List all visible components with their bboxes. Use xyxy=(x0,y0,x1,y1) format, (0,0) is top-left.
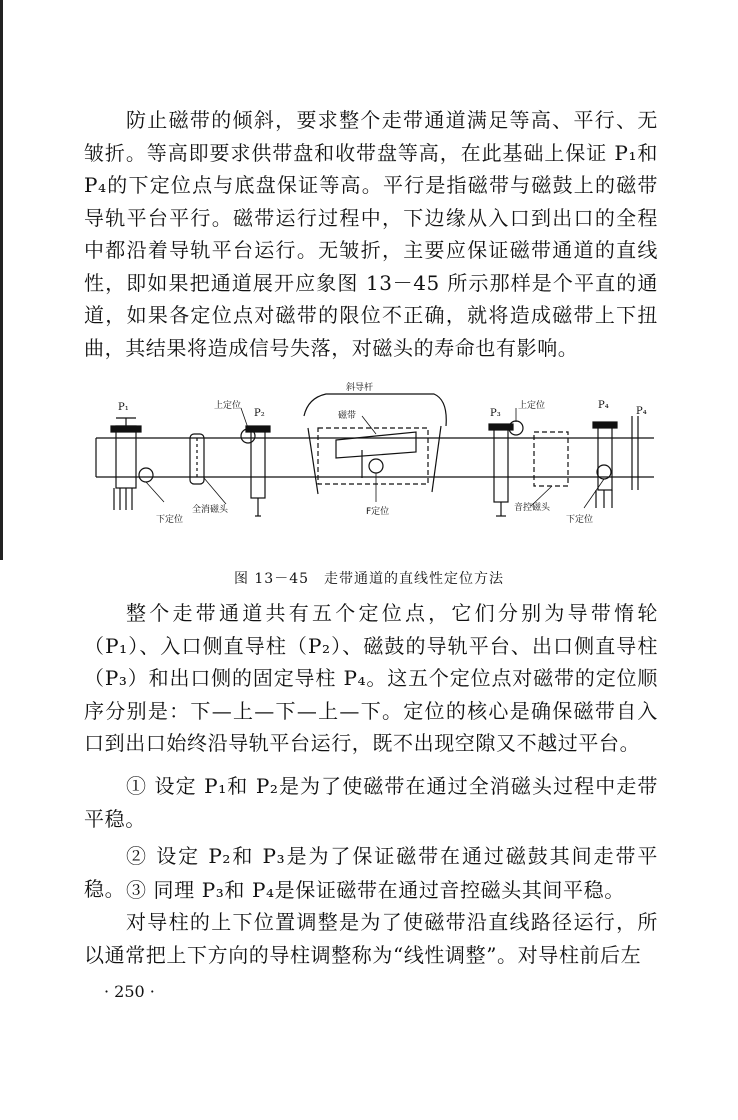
p2-guide-post xyxy=(241,426,270,516)
label-upper-pos-1: 上定位 xyxy=(214,401,242,411)
paragraph-2: 整个走带通道共有五个定位点，它们分别为导带惰轮（P₁）、入口侧直导柱（P₂）、磁鼓的导轨平台、出口侧直导柱（P₃）和出口侧的固定导柱 P₄。这五个定位点对磁带的定位顺序分别是：下—上—下—上—下。定位的核心是确保磁带自入口到出口始终沿导轨平台运行，既不出现空隙又不越过平台。 xyxy=(84,601,658,755)
leader-lines xyxy=(146,408,604,508)
label-full-erase-head: 全消磁头 xyxy=(192,505,229,515)
label-lower-pos-mid: F定位 xyxy=(366,507,390,517)
p1-guide-roller xyxy=(111,418,153,510)
label-upper-pos-2: 上定位 xyxy=(518,401,546,411)
label-lower-pos-2: 下定位 xyxy=(566,515,594,525)
p3-guide-post xyxy=(489,421,523,516)
list-item-3: ③ 同理 P₃和 P₄是保证磁带在通过音控磁头其间平稳。 xyxy=(126,878,625,902)
figure-caption: 图 13－45 走带通道的直线性定位方法 xyxy=(233,571,505,587)
paragraph-3: 对导柱的上下位置调整是为了使磁带沿直线路径运行，所以通常把上下方向的导柱调整称为“线性调整”。对导柱前后左 xyxy=(84,910,658,967)
label-p1: P₁ xyxy=(118,402,129,413)
label-p4-right: P₄ xyxy=(636,406,647,417)
page-number: · 250 · xyxy=(104,982,155,1001)
left-margin-rule xyxy=(0,0,3,560)
tape-path-figure xyxy=(86,378,660,528)
tape-strip xyxy=(96,438,654,477)
label-audio-control-head: 音控磁头 xyxy=(514,503,551,513)
list-item-2: ② 设定 P₂和 P₃是为了保证磁带在通过磁鼓其间走带平稳。 xyxy=(84,844,658,901)
label-tape: 磁带 xyxy=(338,411,357,421)
label-slant-guide: 斜导杆 xyxy=(346,383,374,393)
audio-control-head xyxy=(534,432,568,486)
head-drum xyxy=(304,394,446,494)
paragraph-1: 防止磁带的倾斜，要求整个走带通道满足等高、平行、无皱折。等高即要求供带盘和收带盘等高，在此基础上保证 P₁和 P₄的下定位点与底盘保证等高。平行是指磁带与磁鼓上的磁带导轨平台平行。磁带运行过程中，下边缘从入口到出口的全程中都沿着导轨平台运行。无皱折，主要应保证磁带通道的直线性，即如果把通道展开应象图 13－45 所示那样是个平直的通道，如果各定位点对磁带的限位不正确，就将造成磁带上下扭曲，其结果将造成信号失落，对磁头的寿命也有影响。 xyxy=(84,108,658,360)
p4-fixed-guide xyxy=(593,416,638,508)
label-lower-pos-1: 下定位 xyxy=(156,515,184,525)
list-item-1: ① 设定 P₁和 P₂是为了使磁带在通过全消磁头过程中走带平稳。 xyxy=(84,774,658,831)
label-p4: P₄ xyxy=(598,400,609,411)
label-p3: P₃ xyxy=(490,408,501,419)
label-p2: P₂ xyxy=(254,408,265,419)
